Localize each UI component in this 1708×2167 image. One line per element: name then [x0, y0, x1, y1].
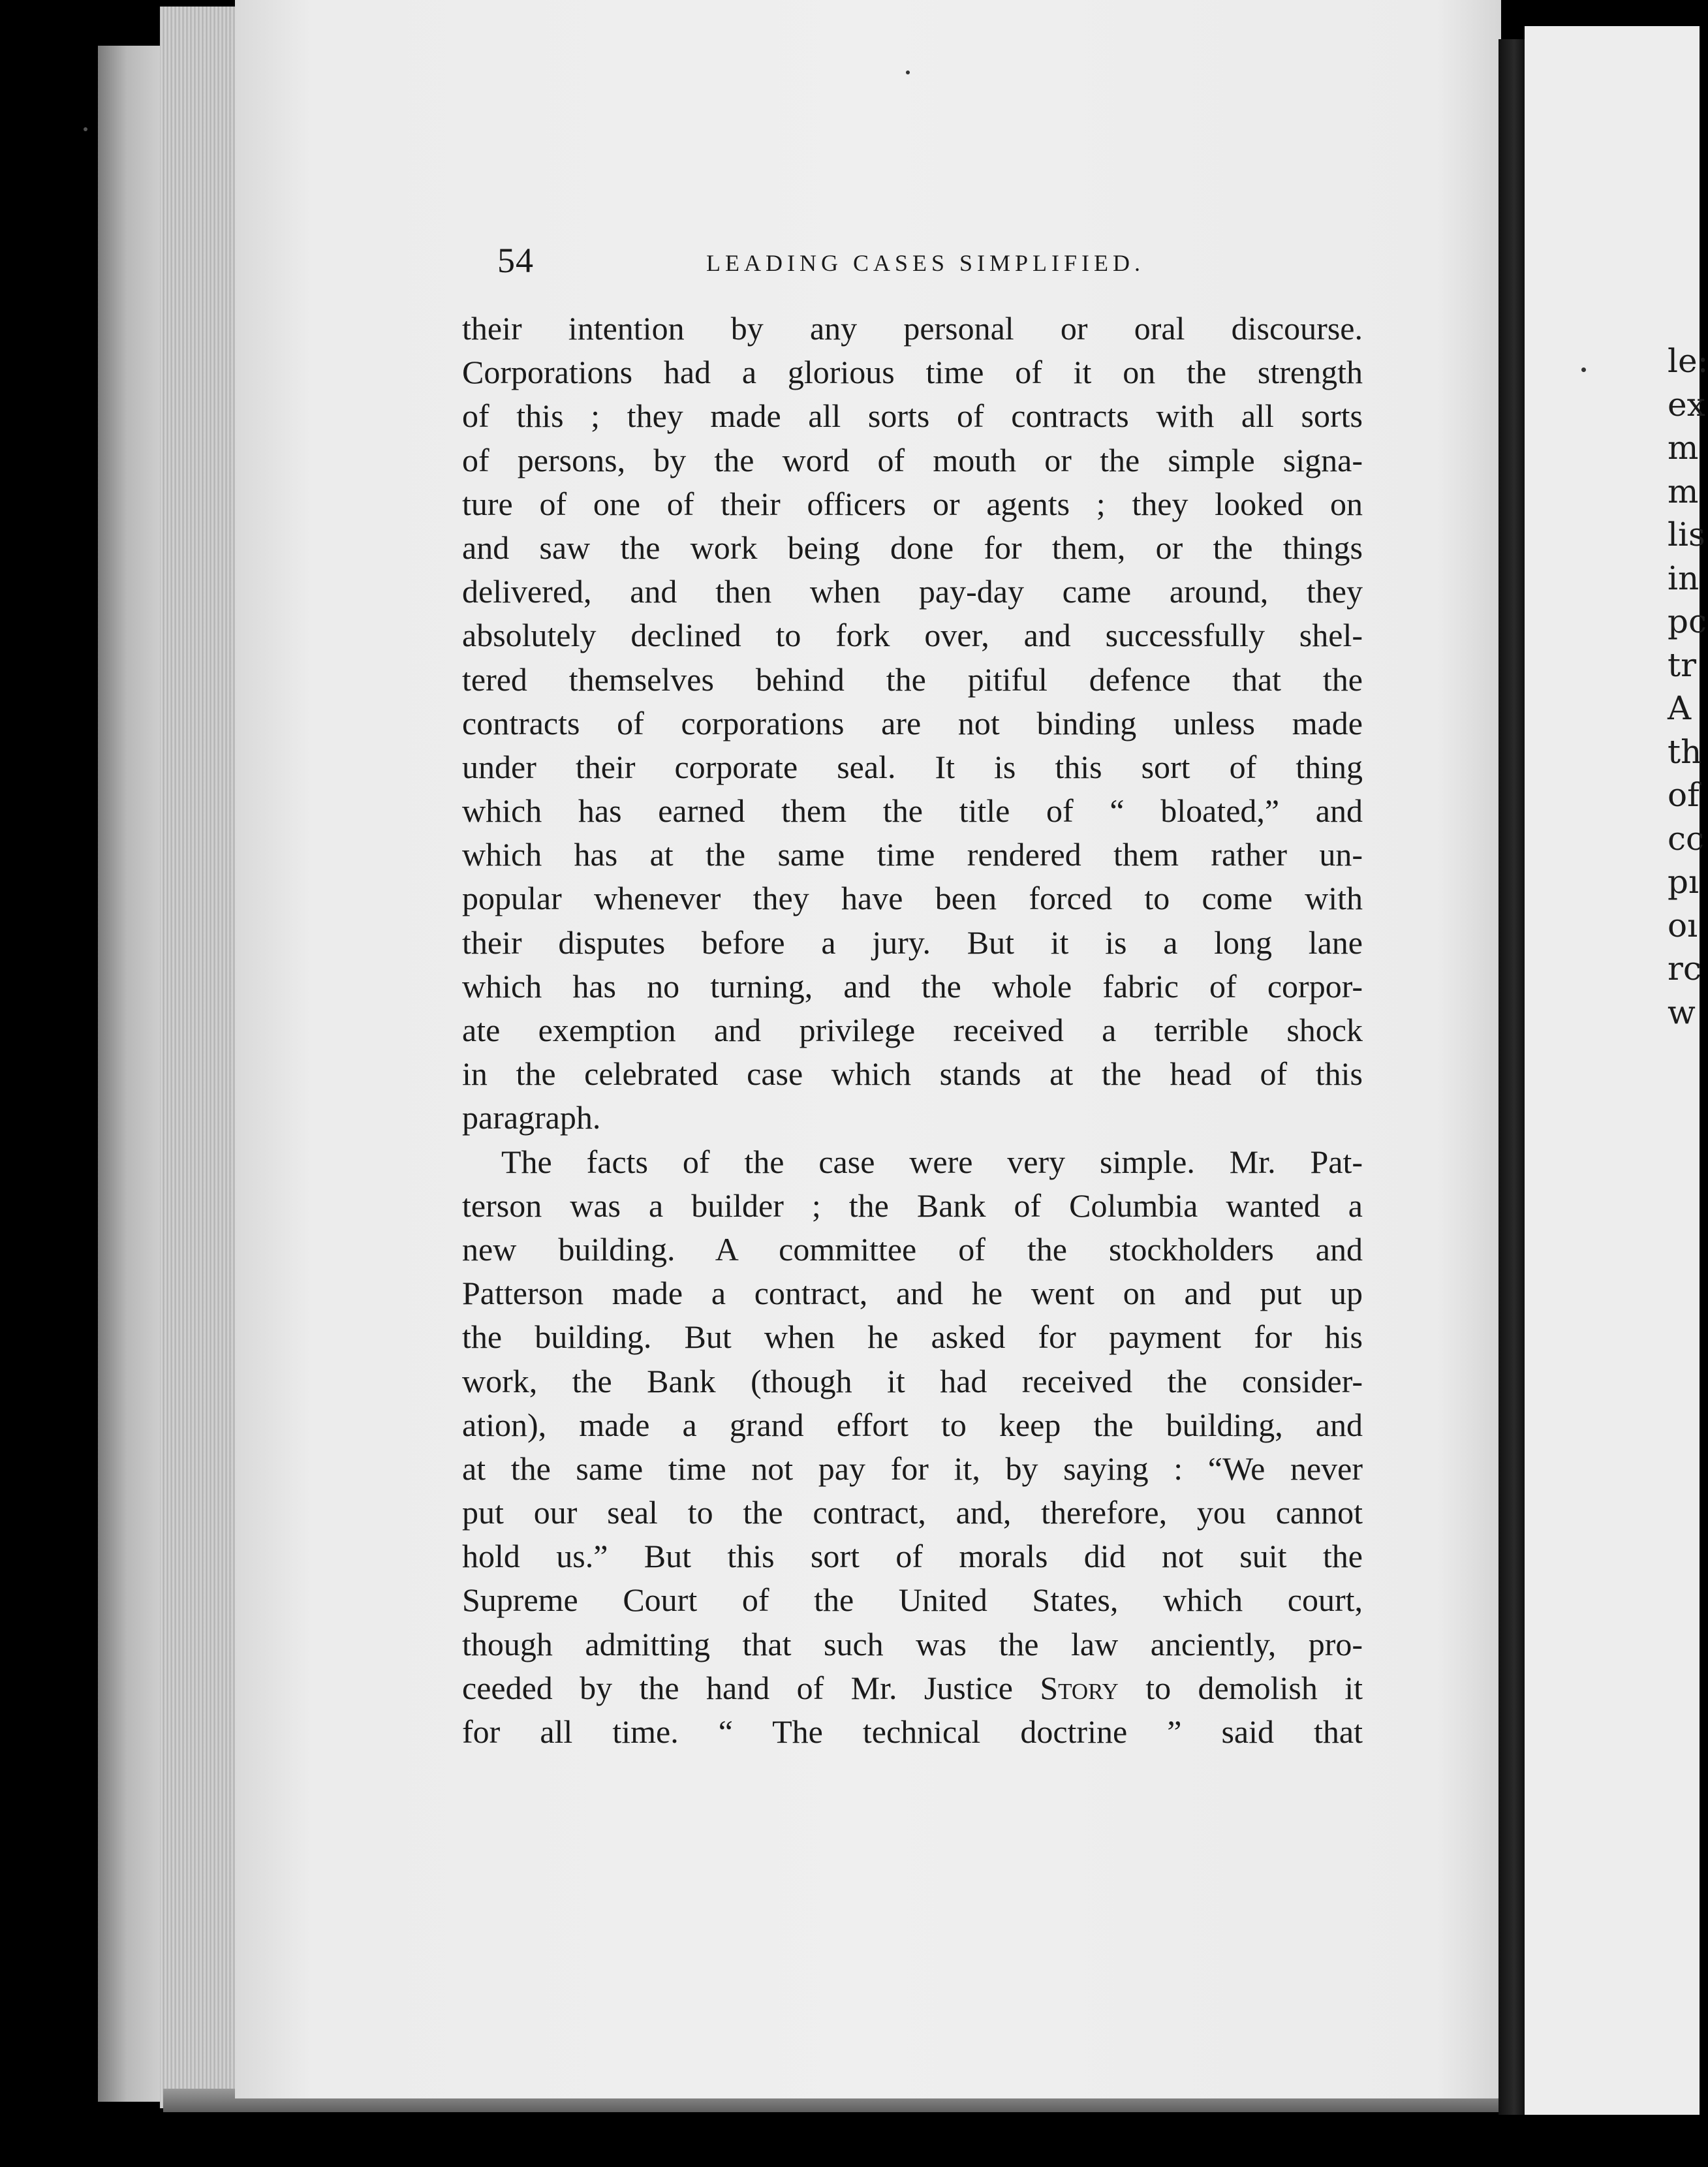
text-line: under their corporate seal. It is this sort of thing [462, 748, 1363, 785]
running-title: LEADING CASES SIMPLIFIED. [706, 250, 1145, 276]
facing-line: lis [1668, 516, 1705, 553]
text-line: ture of one of their officers or agents ; they looked on [462, 485, 1363, 522]
text-line: though admitting that such was the law anciently, pro- [462, 1625, 1363, 1662]
text-line: which has no turning, and the whole fabric of corpor- [462, 967, 1363, 1005]
text-line: terson was a builder ; the Bank of Columbia wanted a [462, 1187, 1363, 1224]
facing-line: th [1668, 732, 1702, 771]
running-head [497, 240, 1346, 286]
text-line: at the same time not pay for it, by saying : “We never [462, 1450, 1363, 1487]
text-line: ate exemption and privilege received a terrible shock [462, 1012, 1363, 1048]
text-line: delivered, and then when pay-day came around, they [462, 573, 1363, 610]
text-line: new building. A committee of the stockholders and [462, 1230, 1363, 1268]
body-text [462, 307, 1363, 1754]
text-line: hold us.” But this sort of morals did not suit the [462, 1538, 1363, 1575]
facing-line: pc [1668, 602, 1707, 640]
text-line: tered themselves behind the pitiful defence that the [462, 661, 1363, 698]
facing-line: A [1668, 689, 1692, 727]
book-binding [1498, 39, 1525, 2115]
text-line: their intention by any personal or oral discourse. [462, 310, 1363, 347]
text-fragment: ceeded by the hand of Mr. Justice [462, 1669, 1040, 1706]
text-line: in the celebrated case which stands at the head of this [462, 1055, 1363, 1093]
facing-page-text [1668, 339, 1707, 1034]
text-line: and saw the work being done for them, or the things [462, 529, 1363, 566]
text-line: of this ; they made all sorts of contracts with all sorts [462, 398, 1363, 435]
facing-line: w [1668, 993, 1696, 1031]
facing-line: le: [1668, 342, 1708, 380]
facing-line: cc [1668, 819, 1705, 858]
facing-line: of [1668, 776, 1700, 814]
facing-line: rc [1668, 950, 1701, 988]
small-caps-name: Story [1040, 1669, 1119, 1706]
facing-line: m [1668, 472, 1699, 510]
text-line: for all time. “ The technical doctrine ” said that [462, 1713, 1363, 1750]
text-line: of persons, by the word of mouth or the simple signa- [462, 441, 1363, 478]
page-edges-inner [160, 7, 238, 2108]
text-line: ation), made a grand effort to keep the building, and [462, 1406, 1363, 1443]
text-line: their disputes before a jury. But it is a long lane [462, 924, 1363, 961]
page-edges-outer [98, 46, 170, 2102]
text-line: contracts of corporations are not binding unless made [462, 704, 1363, 741]
ink-speck [84, 127, 87, 131]
text-line: Patterson made a contract, and he went on and put up [462, 1275, 1363, 1312]
facing-line: m [1668, 429, 1699, 467]
text-line: which has earned them the title of “ bloated,” and [462, 792, 1363, 830]
facing-line: tr [1668, 646, 1696, 684]
text-line: which has at the same time rendered them rather un- [462, 836, 1363, 873]
ink-speck [906, 70, 910, 74]
facing-line: pı [1668, 863, 1699, 901]
text-line: put our seal to the contract, and, therefore, you cannot [462, 1494, 1363, 1531]
text-line: work, the Bank (though it had received the consider- [462, 1362, 1363, 1399]
text-line: The facts of the case were very simple. Mr. Pat- [501, 1143, 1363, 1180]
text-line: the building. But when he asked for payment for his [462, 1318, 1363, 1356]
page-number: 54 [497, 241, 534, 280]
text-line: Supreme Court of the United States, which court, [462, 1582, 1363, 1619]
facing-line: in [1668, 559, 1700, 597]
text-line: absolutely declined to fork over, and successfully shel- [462, 617, 1363, 654]
facing-line: ex [1668, 385, 1705, 424]
text-line: paragraph. [462, 1099, 601, 1136]
text-line [462, 1666, 1363, 1710]
text-line: Corporations had a glorious time of it on the strength [462, 354, 1363, 391]
ink-speck [1581, 367, 1586, 372]
facing-line: oı [1668, 906, 1698, 944]
text-line: popular whenever they have been forced to come with [462, 880, 1363, 917]
text-fragment: to demolish it [1118, 1669, 1363, 1706]
